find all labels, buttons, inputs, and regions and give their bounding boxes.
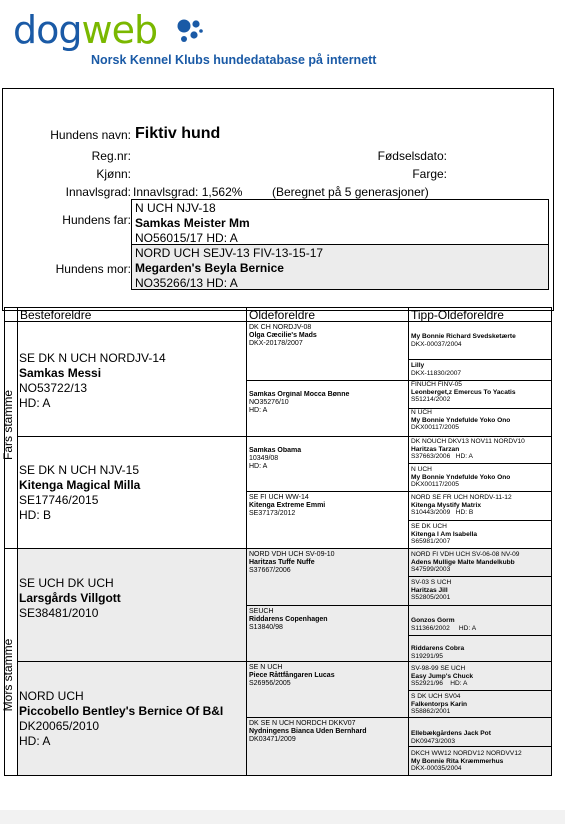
great-grandparent-cell[interactable] xyxy=(249,494,407,519)
logo-dots-icon xyxy=(174,17,204,45)
mother-name: Megarden's Beyla Bernice xyxy=(135,261,284,275)
logo-tagline: Norsk Kennel Klubs hundedatabase på internett xyxy=(91,53,377,67)
header-oldeforeldre: Oldeforeldre xyxy=(249,308,316,322)
gggp-titles: NORD FI VDH UCH SV-06-08 NV-09 xyxy=(411,551,520,558)
ggp-hd: HD: A xyxy=(249,463,268,471)
grid-line xyxy=(408,359,552,360)
gggp-titles: NORD SE FR UCH NORDV-11-12 xyxy=(411,494,512,501)
mother-titles: NORD UCH SEJV-13 FIV-13-15-17 xyxy=(135,246,324,260)
birth-label: Fødselsdato: xyxy=(377,149,447,163)
gggp-titles: DK NOUCH DKV13 NOV11 NORDV10 xyxy=(411,438,525,445)
mother-label: Hundens mor: xyxy=(55,262,131,276)
ggp-name: Riddarens Copenhagen xyxy=(249,616,328,624)
inbreeding-label: Innavlsgrad: xyxy=(65,185,131,199)
gggp-name: Leonberget,z Emercus To Yacatis xyxy=(411,388,516,396)
gggp-reg: DKX-11830/2007 xyxy=(411,369,462,377)
gggp-hd: HD: A xyxy=(450,680,468,688)
gggp-name: My Bonnie Yndefulde Yoko Ono xyxy=(411,416,511,424)
gp-name: Samkas Messi xyxy=(19,366,102,380)
gg-grandparent-cell[interactable] xyxy=(411,645,550,660)
gp-hd: HD: B xyxy=(19,508,52,522)
gg-grandparent-cell[interactable] xyxy=(411,551,550,574)
ggp-reg: S13840/98 xyxy=(249,624,283,632)
grandparent-cell[interactable] xyxy=(19,689,244,749)
gggp-reg: S52805/2001 xyxy=(411,594,451,602)
gggp-name: Kitenga I Am Isabella xyxy=(411,530,478,538)
ggp-name: Piece Råttfångaren Lucas xyxy=(249,672,335,680)
gp-titles: NORD UCH xyxy=(19,689,84,703)
ggp-reg: DKX-20178/2007 xyxy=(249,340,303,348)
gp-hd: HD: A xyxy=(19,396,51,410)
gg-grandparent-cell[interactable] xyxy=(411,409,550,432)
gggp-name: My Bonnie Rita Kræmmerhus xyxy=(411,757,504,765)
ggp-reg: SE37173/2012 xyxy=(249,510,296,518)
gggp-reg: DKX00117/2005 xyxy=(411,424,459,432)
gggp-reg: S52921/96 xyxy=(411,680,443,688)
gggp-titles: SV-03 S UCH xyxy=(411,579,452,586)
gp-reg: NO53722/13 xyxy=(19,381,88,395)
ggp-titles: NORD VDH UCH SV-09-10 xyxy=(249,551,335,558)
ggp-name: Samkas Obama xyxy=(249,447,302,454)
gggp-titles: DKCH WW12 NORDV12 NORDVV12 xyxy=(411,750,522,757)
gp-hd: HD: A xyxy=(19,734,51,748)
grid-line xyxy=(408,307,409,776)
reg-label: Reg.nr: xyxy=(91,149,131,163)
gggp-name: Haritzas Tarzan xyxy=(411,445,460,453)
gp-name: Piccobello Bentley's Bernice Of B&I xyxy=(19,704,224,718)
footer-band xyxy=(0,810,565,824)
great-grandparent-cell[interactable] xyxy=(249,447,407,472)
ggp-reg: S37667/2006 xyxy=(249,567,291,575)
grid-line xyxy=(17,436,552,437)
ggp-titles: SE FI UCH WW-14 xyxy=(249,494,309,501)
great-grandparent-cell[interactable] xyxy=(249,324,407,349)
ggp-reg: NO35276/10 xyxy=(249,399,289,407)
grid-line xyxy=(408,576,552,577)
gggp-name: Falkentorps Karin xyxy=(411,700,468,708)
father-titles: N UCH NJV-18 xyxy=(135,201,216,215)
gp-name: Larsgårds Villgott xyxy=(19,591,121,605)
ggp-titles: DK SE N UCH NORDCH DKKV07 xyxy=(249,720,356,727)
fars-stamme-label: Fars stamme xyxy=(1,390,15,461)
grid-line xyxy=(408,690,552,691)
gg-grandparent-cell[interactable] xyxy=(411,693,550,716)
color-label: Farge: xyxy=(412,167,447,181)
gp-reg: DK20065/2010 xyxy=(19,719,100,733)
sex-label: Kjønn: xyxy=(96,167,131,181)
grid-line xyxy=(246,380,552,381)
gp-titles: SE DK N UCH NORDJV-14 xyxy=(19,351,166,365)
gggp-reg: S10443/2009 xyxy=(411,509,451,517)
father-name: Samkas Meister Mm xyxy=(135,216,250,230)
great-grandparent-cell[interactable] xyxy=(249,664,407,689)
great-grandparent-cell[interactable] xyxy=(249,608,407,633)
gggp-reg: DKX-00037/2004 xyxy=(411,340,462,348)
great-grandparent-cell[interactable] xyxy=(249,391,407,416)
ggp-reg: S26956/2005 xyxy=(249,680,291,688)
gg-grandparent-cell[interactable] xyxy=(411,665,550,688)
gggp-reg: S65981/2007 xyxy=(411,538,451,546)
grid-line xyxy=(17,307,18,776)
logo xyxy=(13,8,158,52)
gg-grandparent-cell[interactable] xyxy=(411,579,550,602)
ggp-reg: 10349/08 xyxy=(249,455,279,463)
grandparent-cell[interactable] xyxy=(19,576,244,621)
great-grandparent-cell[interactable] xyxy=(249,720,407,745)
father-reg: NO56015/17 HD: A xyxy=(135,231,238,245)
gggp-name: Ellebækgårdens Jack Pot xyxy=(411,730,491,737)
gggp-hd: HD: A xyxy=(458,624,477,632)
gggp-name: Riddarens Cobra xyxy=(411,645,465,652)
gg-grandparent-cell[interactable] xyxy=(411,466,550,489)
gg-grandparent-cell[interactable] xyxy=(411,523,550,546)
grid-line xyxy=(408,520,552,521)
grid-line xyxy=(4,321,552,322)
gg-grandparent-cell[interactable] xyxy=(411,362,550,377)
gggp-reg: DK09473/2003 xyxy=(411,737,455,745)
grid-line xyxy=(4,548,552,549)
gggp-name: Gonzos Gorm xyxy=(411,617,455,624)
grid-line xyxy=(246,605,552,606)
gggp-titles: N UCH xyxy=(411,409,432,416)
ggp-name: Kitenga Extreme Emmi xyxy=(249,502,326,510)
name-label: Hundens navn: xyxy=(50,128,131,142)
gggp-name: Adens Mullige Malte Mandelkubb xyxy=(411,558,515,566)
logo-web: web xyxy=(81,8,158,52)
ggp-reg: DK03471/2009 xyxy=(249,736,296,744)
gggp-hd: HD: B xyxy=(455,509,474,517)
grid-line xyxy=(408,746,552,747)
ggp-name: Haritzas Tuffe Nuffe xyxy=(249,559,315,567)
gg-grandparent-cell[interactable] xyxy=(411,617,550,632)
great-grandparent-cell[interactable] xyxy=(249,551,407,576)
father-label: Hundens far: xyxy=(62,213,131,227)
gggp-reg: S47599/2003 xyxy=(411,566,451,574)
gg-grandparent-cell[interactable] xyxy=(411,438,550,461)
grid-line xyxy=(246,307,247,776)
grandparent-cell[interactable] xyxy=(19,351,244,411)
gggp-name: Lilly xyxy=(411,362,425,369)
gggp-titles: SV-98-99 SE UCH xyxy=(411,665,466,672)
header-tipp-oldeforeldre: Tipp-Oldeforeldre xyxy=(411,308,504,322)
gg-grandparent-cell[interactable] xyxy=(411,333,550,348)
gggp-titles: FINUCH FINV-05 xyxy=(411,381,462,388)
gp-titles: SE DK N UCH NJV-15 xyxy=(19,463,140,477)
gggp-name: Kitenga Mystify Matrix xyxy=(411,501,481,509)
gggp-reg: DKX-00035/2004 xyxy=(411,765,462,773)
gggp-reg: DKX00117/2005 xyxy=(411,481,459,489)
inbreeding-value: Innavlsgrad: 1,562% xyxy=(133,185,243,199)
gggp-reg: S51214/2002 xyxy=(411,396,451,404)
gggp-reg: S37663/2006 xyxy=(411,453,451,461)
ggp-titles: DK CH NORDJV-08 xyxy=(249,324,312,331)
gggp-name: Easy Jump's Chuck xyxy=(411,672,474,680)
ggp-titles: SE N UCH xyxy=(249,664,283,671)
gggp-titles: SE DK UCH xyxy=(411,523,447,530)
inbreeding-note: (Beregnet på 5 generasjoner) xyxy=(272,185,429,199)
gp-reg: SE38481/2010 xyxy=(19,606,99,620)
gggp-reg: S58862/2001 xyxy=(411,708,451,716)
gggp-reg: S19291/95 xyxy=(411,652,443,660)
ggp-name: Samkas Orginal Mocca Bønne xyxy=(249,391,350,398)
gggp-name: My Bonnie Richard Svedsketærte xyxy=(411,333,516,340)
grid-line xyxy=(246,717,552,718)
mother-box[interactable] xyxy=(131,244,549,290)
gggp-titles: N UCH xyxy=(411,466,432,473)
grid-line xyxy=(408,635,552,636)
gg-grandparent-cell[interactable] xyxy=(411,381,550,404)
mors-stamme-label: Mors stamme xyxy=(1,638,15,712)
logo-dog: dog xyxy=(13,8,82,52)
grid-line xyxy=(408,408,552,409)
father-box[interactable] xyxy=(131,199,549,245)
gggp-name: My Bonnie Yndefulde Yoko Ono xyxy=(411,473,511,481)
gggp-name: Haritzas Jill xyxy=(411,586,448,594)
dog-name: Fiktiv hund xyxy=(135,125,221,142)
grid-line xyxy=(408,463,552,464)
gg-grandparent-cell[interactable] xyxy=(411,730,550,745)
gggp-reg: S11366/2002 xyxy=(411,624,450,632)
grid-line xyxy=(246,491,552,492)
mother-reg: NO35266/13 HD: A xyxy=(135,276,238,290)
gggp-titles: S DK UCH SV04 xyxy=(411,693,461,700)
header-besteforeldre: Besteforeldre xyxy=(20,308,92,322)
gp-name: Kitenga Magical Milla xyxy=(19,478,141,492)
ggp-hd: HD: A xyxy=(249,407,268,415)
gggp-hd: HD: A xyxy=(455,453,473,461)
gg-grandparent-cell[interactable] xyxy=(411,494,550,517)
ggp-name: Nydningens Bianca Uden Bernhard xyxy=(249,728,367,736)
ggp-titles: SEUCH xyxy=(249,608,274,615)
grandparent-cell[interactable] xyxy=(19,463,244,523)
gp-reg: SE17746/2015 xyxy=(19,493,99,507)
grid-line xyxy=(17,661,552,662)
ggp-name: Olga Cæcilie's Mads xyxy=(249,332,317,340)
gp-titles: SE UCH DK UCH xyxy=(19,576,114,590)
gg-grandparent-cell[interactable] xyxy=(411,750,550,773)
